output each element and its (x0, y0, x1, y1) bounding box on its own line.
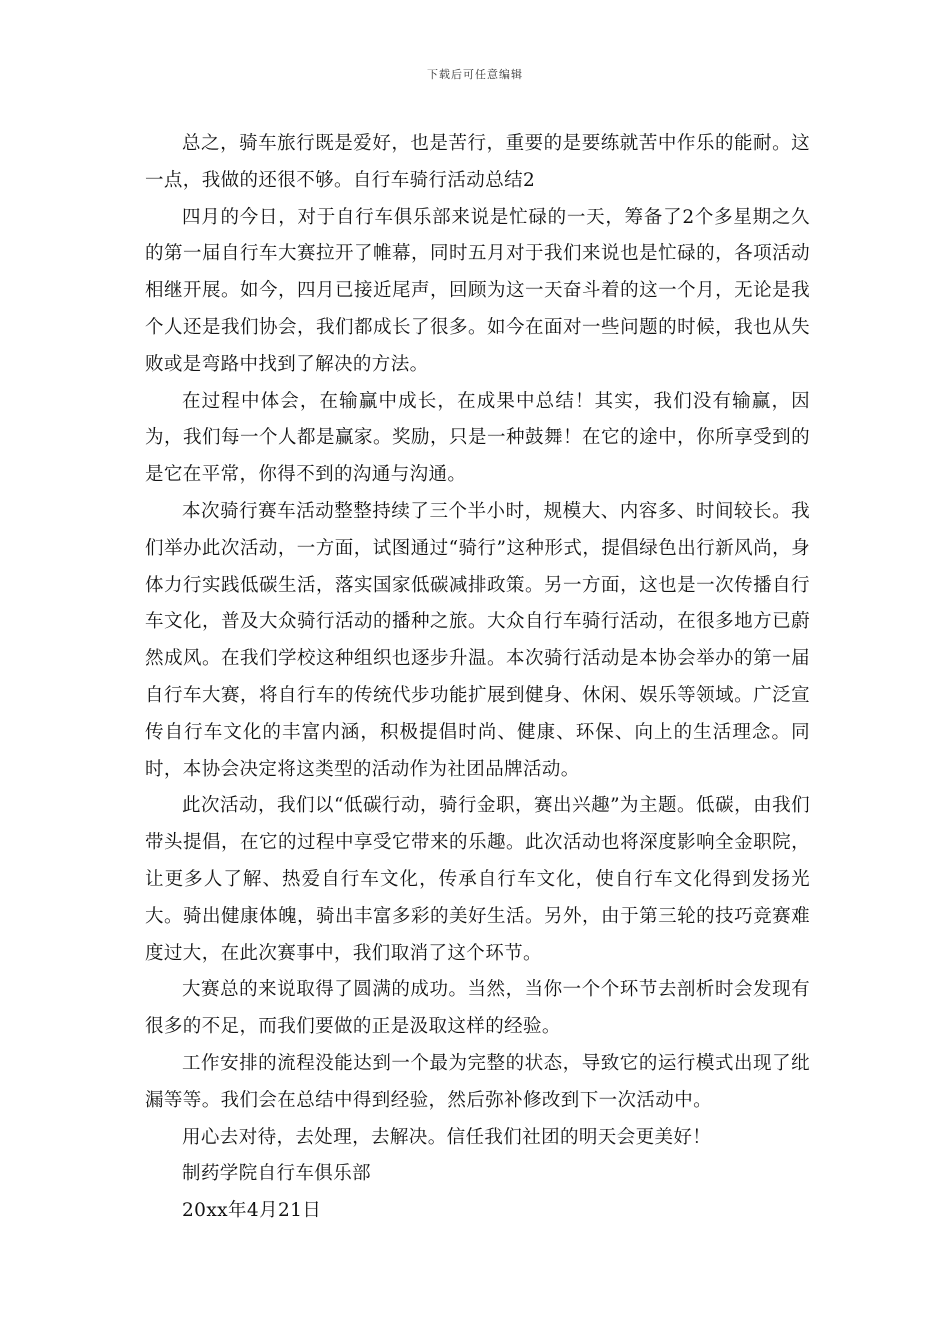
document-body (145, 126, 810, 1230)
paragraph: 用心去对待，去处理，去解决。信任我们社团的明天会更美好！ (182, 1126, 712, 1148)
header-note: 下载后可任意编辑 (427, 68, 523, 81)
paragraph: 大赛总的来说取得了圆满的成功。当然，当你一个个环节去剖析时会发现有很多的不足，而我们要做的正是汲取这样的经验。 (145, 979, 810, 1038)
paragraph: 在过程中体会，在输赢中成长，在成果中总结！其实，我们没有输赢，因为，我们每一个人都是赢家。奖励，只是一种鼓舞！在它的途中，你所享受到的是它在平常，你得不到的沟通与沟通。 (145, 390, 810, 486)
paragraph: 本次骑行赛车活动整整持续了三个半小时，规模大、内容多、时间较长。我们举办此次活动，一方面，试图通过“骑行”这种形式，提倡绿色出行新风尚，身体力行实践低碳生活，落实国家低碳减排政策。另一方面，这也是一次传播自行车文化，普及大众骑行活动的播种之旅。大众自行车骑行活动，在很多地方已蔚然成风。在我们学校这种组织也逐步升温。本次骑行活动是本协会举办的第一届自行车大赛，将自行车的传统代步功能扩展到健身、休闲、娱乐等领域。广泛宣传自行车文化的丰富内涵，积极提倡时尚、健康、环保、向上的生活理念。同时，本协会决定将这类型的活动作为社团品牌活动。 (145, 500, 810, 780)
signature-organization: 制药学院自行车俱乐部 (182, 1163, 372, 1185)
paragraph: 工作安排的流程没能达到一个最为完整的状态，导致它的运行模式出现了纰漏等等。我们会在总结中得到经验，然后弥补修改到下一次活动中。 (145, 1052, 810, 1111)
paragraph: 四月的今日，对于自行车俱乐部来说是忙碌的一天，筹备了2个多星期之久的第一届自行车大赛拉开了帷幕，同时五月对于我们来说也是忙碌的，各项活动相继开展。如今，四月已接近尾声，回顾为这一天奋斗着的这一个月，无论是我个人还是我们协会，我们都成长了很多。如今在面对一些问题的时候，我也从失败或是弯路中找到了解决的方法。 (145, 206, 810, 375)
paragraph: 此次活动，我们以“低碳行动，骑行金职，赛出兴趣”为主题。低碳，由我们带头提倡，在它的过程中享受它带来的乐趣。此次活动也将深度影响全金职院，让更多人了解、热爱自行车文化，传承自行车文化，使自行车文化得到发扬光大。骑出健康体魄，骑出丰富多彩的美好生活。另外，由于第三轮的技巧竞赛难度过大，在此次赛事中，我们取消了这个环节。 (145, 795, 810, 964)
signature-date: 20xx年4月21日 (182, 1200, 322, 1222)
paragraph: 总之，骑车旅行既是爱好，也是苦行，重要的是要练就苦中作乐的能耐。这一点，我做的还很不够。自行车骑行活动总结2 (145, 133, 810, 191)
